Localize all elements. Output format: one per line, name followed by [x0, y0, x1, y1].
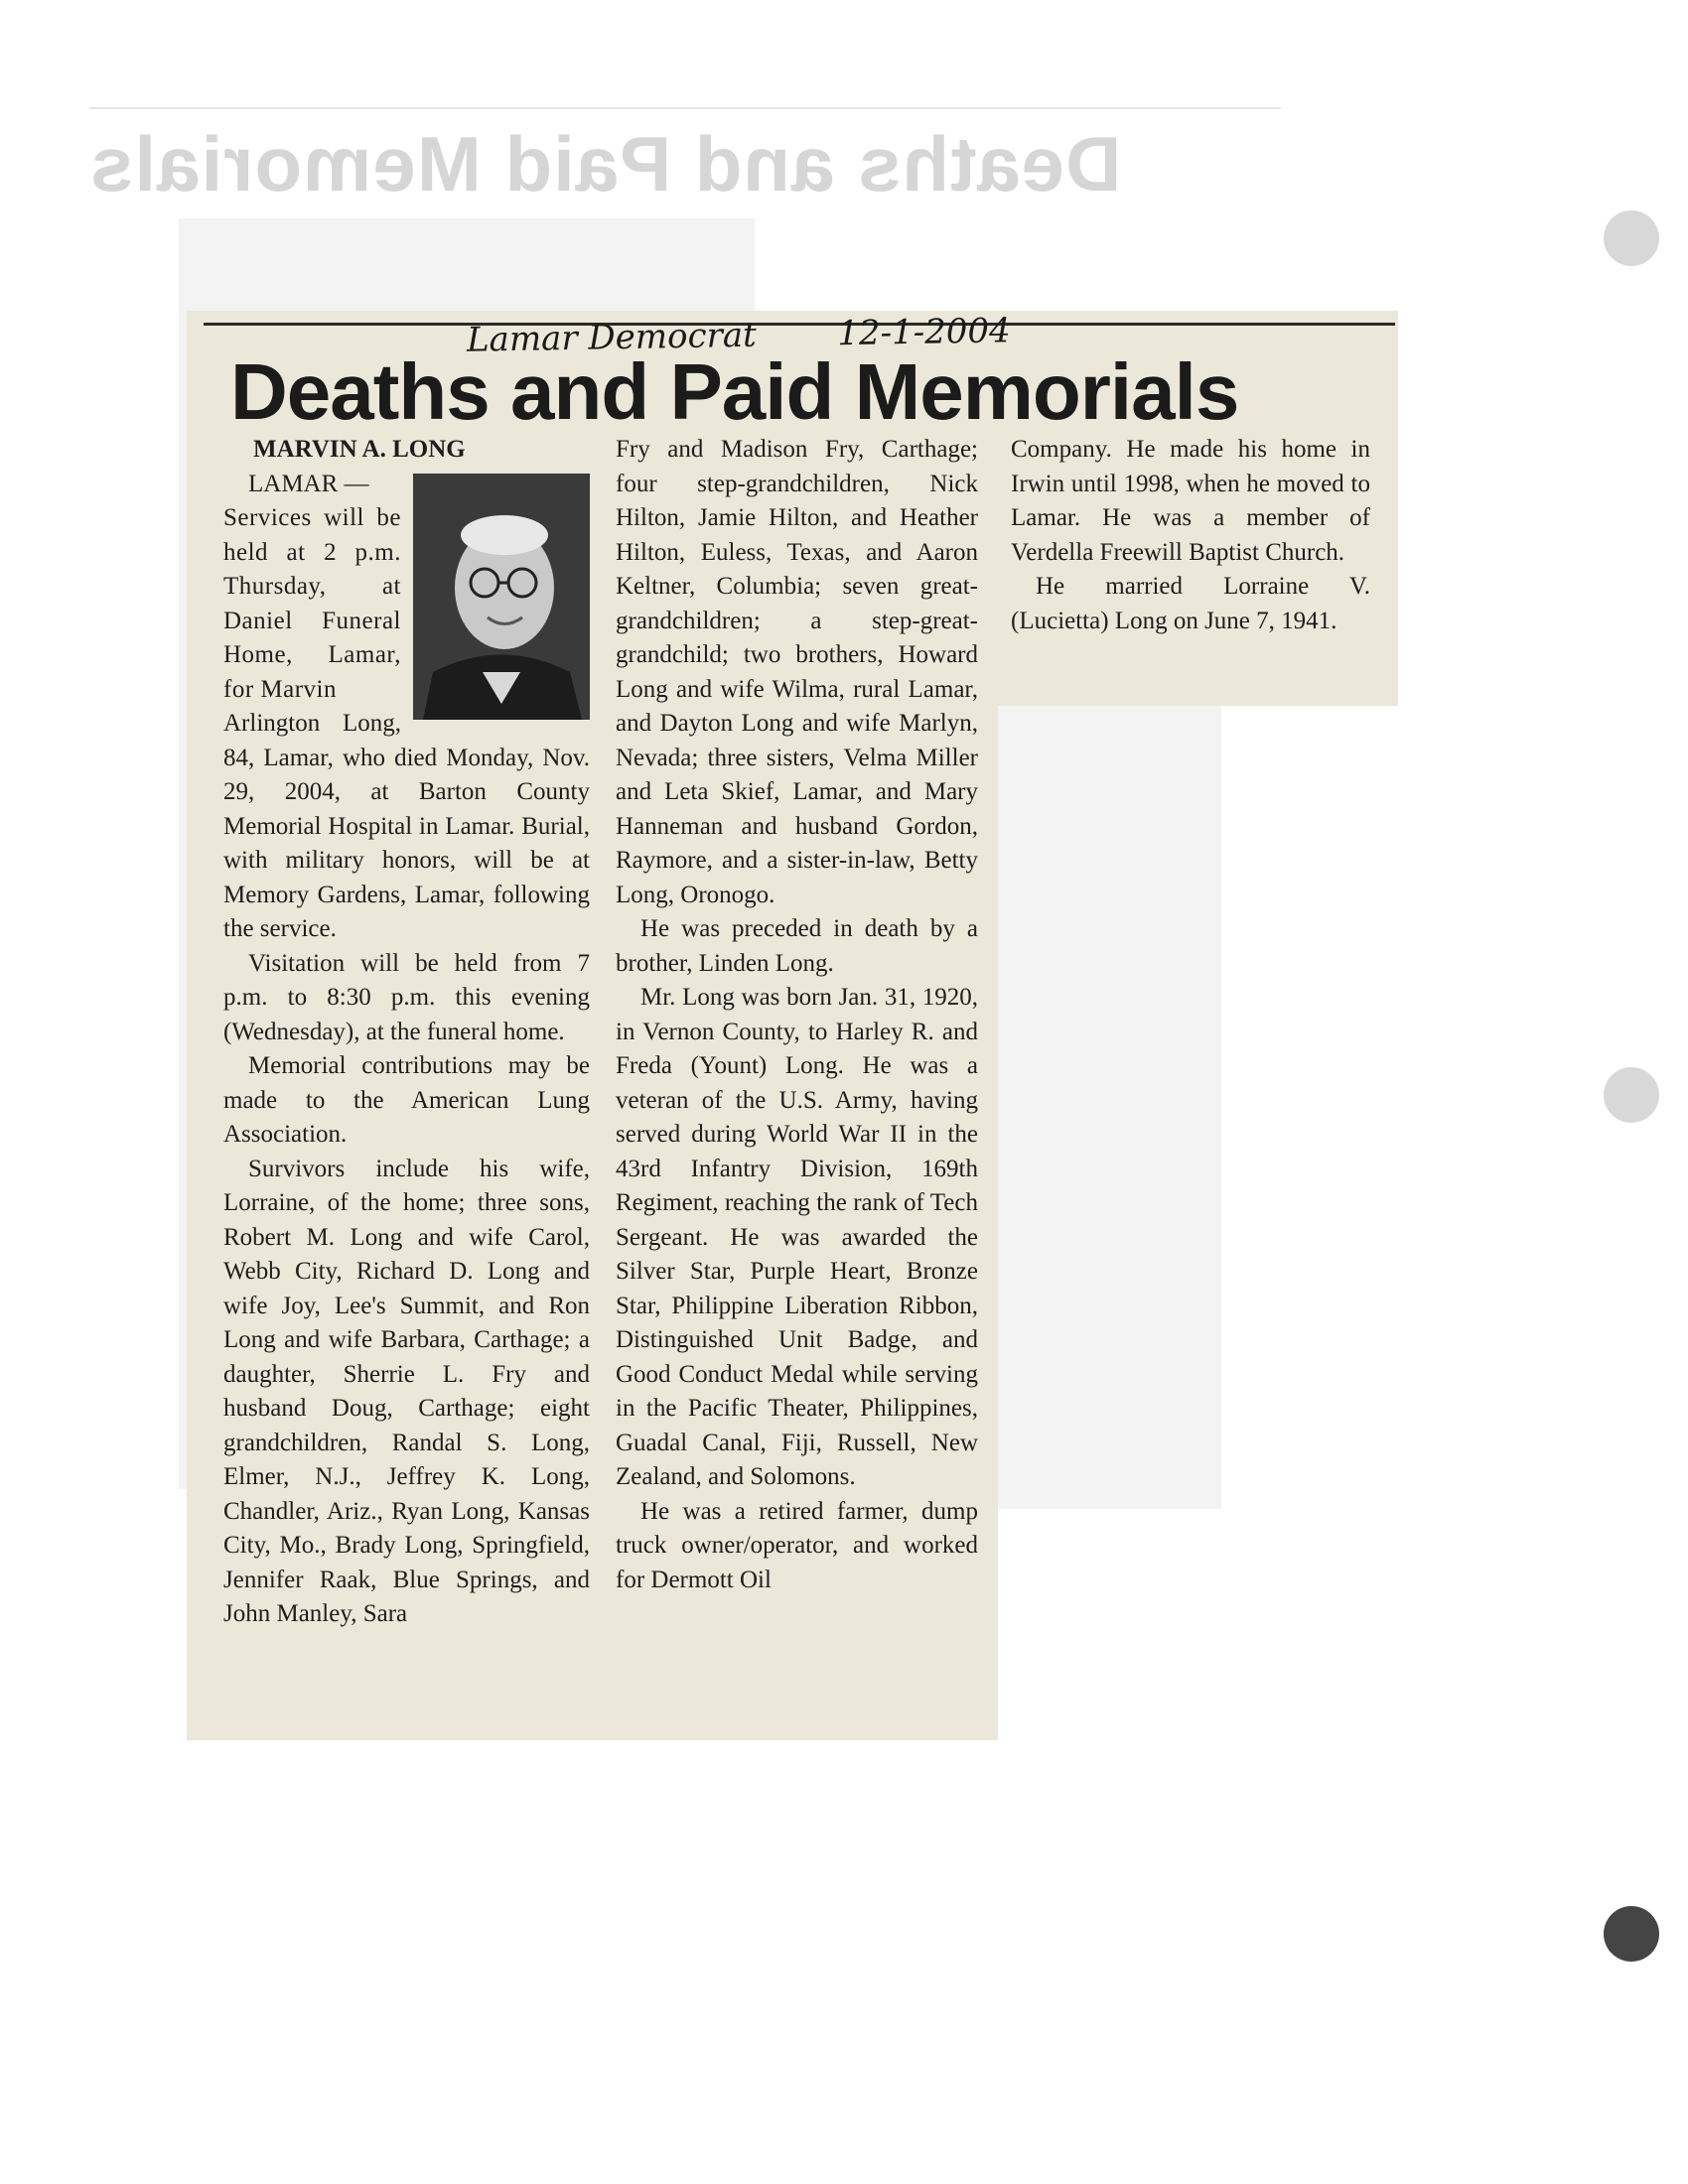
obituary-paragraph: Arlington Long, 84, Lamar, who died Monday, Nov. 29, 2004, at Barton County Memorial Hospital in Lamar. Burial, with military honors, will be at Memory Gardens, Lamar, following the service. [223, 710, 590, 942]
annotation-publication: Lamar Democrat [466, 315, 758, 360]
obituary-paragraph: He married Lorraine V. (Lucietta) Long on June 7, 1941. [1011, 573, 1370, 634]
obituary-column-3 [1011, 433, 1370, 638]
dateline: LAMAR — [248, 470, 369, 497]
portrait-photo [413, 474, 590, 720]
page-title: Deaths and Paid Memorials [230, 347, 1239, 436]
obituary-paragraph: He was a retired farmer, dump truck owner/operator, and worked for Dermott Oil [616, 1497, 978, 1593]
obituary-column-1 [223, 433, 590, 1632]
obituary-name: MARVIN A. LONG [253, 436, 466, 463]
obituary-paragraph: Survivors include his wife, Lorraine, of the home; three sons, Robert M. Long and wife Carol, Webb City, Richard D. Long and wife Joy, Lee's Summit, and Ron Long and wife Barbara, Carthage; a daughter, Sherrie L. Fry and husband Doug, Carthage; eight grandchildren, Randal S. Long, Elmer, N.J., Jeffrey K. Long, Chandler, Ariz., Ryan Long, Kansas City, Mo., Brady Long, Springfield, Jennifer Raak, Blue Springs, and John Manley, Sara [223, 1155, 590, 1627]
obituary-column-2 [616, 433, 978, 1597]
obituary-paragraph: He was preceded in death by a brother, Linden Long. [616, 915, 978, 977]
obituary-paragraph: Fry and Madison Fry, Carthage; four step-grandchildren, Nick Hilton, Jamie Hilton, and Heather Hilton, Euless, Texas, and Aaron Keltner, Columbia; seven great-grandchildren; a step-great-grandchild; two brothers, Howard Long and wife Wilma, rural Lamar, and Dayton Long and wife Marlyn, Nevada; three sisters, Velma Miller and Leta Skief, Lamar, and Mary Hanneman and husband Gordon, Raymore, and a sister-in-law, Betty Long, Oronogo. [616, 436, 978, 908]
binder-hole-bottom [1604, 1906, 1659, 1962]
obituary-paragraph: Memorial contributions may be made to the American Lung Association. [223, 1052, 590, 1148]
obituary-paragraph: Mr. Long was born Jan. 31, 1920, in Vernon County, to Harley R. and Freda (Yount) Long. He was a veteran of the U.S. Army, having served during World War II in the 43rd Infantry Division, 169th Regiment, reaching the rank of Tech Sergeant. He was awarded the Silver Star, Purple Heart, Bronze Star, Philippine Liberation Ribbon, Distinguished Unit Badge, and Good Conduct Medal while serving in the Pacific Theater, Philippines, Guadal Canal, Fiji, Russell, New Zealand, and Solomons. [616, 984, 978, 1490]
annotation-date: 12-1-2004 [837, 311, 1012, 354]
bleed-through-headline: Deaths and Paid Memorials [89, 120, 1122, 207]
bleed-through-rule [89, 107, 1281, 109]
obituary-paragraph: Company. He made his home in Irwin until 1998, when he moved to Lamar. He was a member of Verdella Freewill Baptist Church. [1011, 436, 1370, 566]
clipping-paper-edge [998, 695, 1398, 705]
bleed-through-column [993, 695, 1221, 1509]
binder-hole-middle [1604, 1067, 1659, 1123]
obituary-paragraph: Services will be held at 2 p.m. Thursday, at Daniel Funeral Home, Lamar, for Marvin [223, 504, 401, 703]
binder-hole-top [1604, 210, 1659, 266]
obituary-paragraph: Visitation will be held from 7 p.m. to 8:30 p.m. this evening (Wednesday), at the funeral home. [223, 949, 590, 1045]
